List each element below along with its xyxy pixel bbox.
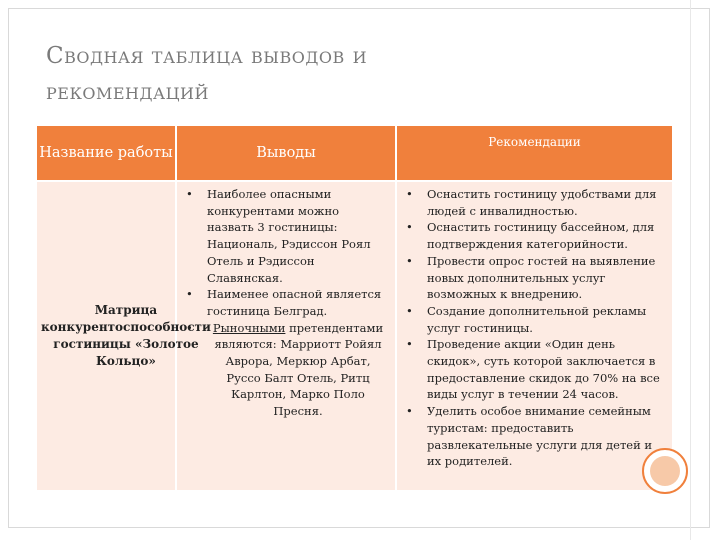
list-item: • Наиболее опасными конкурентами можно назвать 3 гостиницы: Националь, Рэдиссон Роял Отель и Рэдиссон Славянская. <box>177 186 395 286</box>
header-conclusions: Выводы <box>176 126 396 181</box>
list-item: • Проведение акции «Один день скидок», суть которой заключается в предоставление скидок до 70% на все виды услуг в течении 24 часов. <box>397 336 672 403</box>
cell-recommendations <box>396 181 672 490</box>
summary-table <box>37 126 672 490</box>
recommendations-list <box>397 182 672 470</box>
table-header-row <box>37 126 672 181</box>
list-item <box>177 320 395 420</box>
list-item: • Оснастить гостиницу удобствами для людей с инвалидностью. <box>397 186 672 219</box>
header-name: Название работы <box>37 126 176 181</box>
list-item: • Уделить особое внимание семейным туристам: предоставить развлекательные услуги для детей и их родителей. <box>397 403 672 470</box>
decorative-circle <box>642 448 688 494</box>
conclusions-list <box>177 182 395 420</box>
slide-title-line-2: рекомендаций <box>46 79 209 105</box>
work-name-text: Матрица конкурентоспособности гостиницы «Золотое Кольцо» <box>41 303 211 368</box>
slide-title <box>46 38 646 110</box>
cell-work-name <box>37 181 211 490</box>
list-item-prefix: Рыночными <box>212 320 286 335</box>
table-row <box>37 181 672 490</box>
header-recommendations: Рекомендации <box>396 126 672 181</box>
list-item: • Наименее опасной является гостиница Белград. <box>177 286 395 319</box>
list-item-text: претендентами являются: Марриотт Ройял Аврора, Меркюр Арбат, Руссо Балт Отель, Ритц Карлтон, Марко Поло Пресня. <box>214 320 384 419</box>
slide-title-line-1: Сводная таблица выводов и <box>46 43 368 69</box>
list-item: • Создание дополнительной рекламы услуг гостиницы. <box>397 303 672 336</box>
list-item: • Оснастить гостиницу бассейном, для подтверждения категорийности. <box>397 219 672 252</box>
decorative-line <box>690 0 691 540</box>
list-item: • Провести опрос гостей на выявление новых дополнительных услуг возможных к внедрению. <box>397 253 672 303</box>
cell-conclusions <box>176 181 396 490</box>
